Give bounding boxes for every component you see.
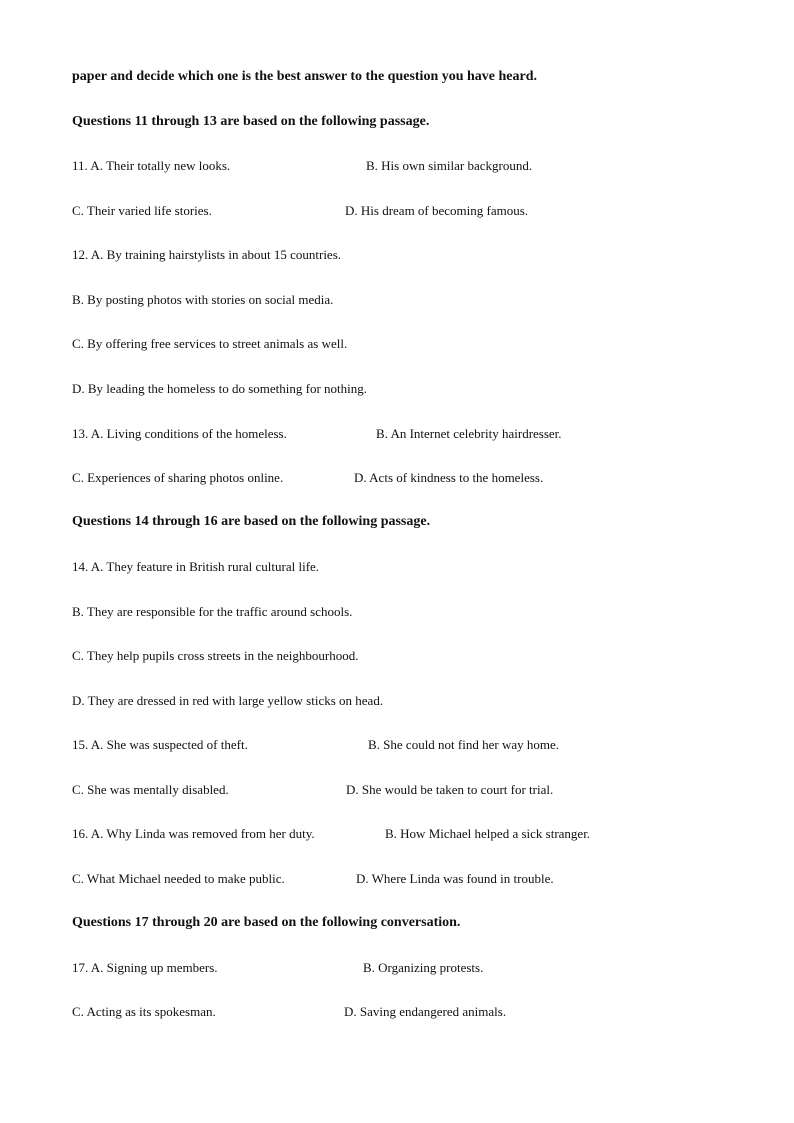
question-12-option-b: B. By posting photos with stories on social media. xyxy=(72,292,334,307)
question-15-option-c: C. She was mentally disabled. xyxy=(72,782,229,797)
question-11-option-c: C. Their varied life stories. xyxy=(72,203,212,218)
question-12-option-c: C. By offering free services to street animals as well. xyxy=(72,336,348,351)
question-14-option-d: D. They are dressed in red with large yellow sticks on head. xyxy=(72,693,384,708)
question-15-option-a: 15. A. She was suspected of theft. xyxy=(72,737,248,752)
question-16-option-b: B. How Michael helped a sick stranger. xyxy=(385,826,591,841)
question-17-option-b: B. Organizing protests. xyxy=(363,960,484,975)
question-17-option-c: C. Acting as its spokesman. xyxy=(72,1004,216,1019)
section-heading-14-16: Questions 14 through 16 are based on the following passage. xyxy=(72,514,431,529)
question-14-option-b: B. They are responsible for the traffic around schools. xyxy=(72,604,353,619)
question-11-option-a: 11. A. Their totally new looks. xyxy=(72,158,231,173)
question-12-option-d: D. By leading the homeless to do something for nothing. xyxy=(72,381,367,396)
question-13-option-b: B. An Internet celebrity hairdresser. xyxy=(376,426,562,441)
question-12-option-a: 12. A. By training hairstylists in about 15 countries. xyxy=(72,247,342,262)
question-11-option-b: B. His own similar background. xyxy=(366,158,533,173)
question-15-option-d: D. She would be taken to court for trial. xyxy=(346,782,554,797)
instruction-text: paper and decide which one is the best answer to the question you have heard. xyxy=(72,69,538,84)
question-11-option-d: D. His dream of becoming famous. xyxy=(345,203,529,218)
question-16-option-a: 16. A. Why Linda was removed from her duty. xyxy=(72,826,315,841)
question-17-option-d: D. Saving endangered animals. xyxy=(344,1004,507,1019)
question-16-option-d: D. Where Linda was found in trouble. xyxy=(356,871,554,886)
question-16-option-c: C. What Michael needed to make public. xyxy=(72,871,285,886)
question-15-option-b: B. She could not find her way home. xyxy=(368,737,559,752)
question-14-option-a: 14. A. They feature in British rural cultural life. xyxy=(72,559,320,574)
question-13-option-c: C. Experiences of sharing photos online. xyxy=(72,470,284,485)
section-heading-17-20: Questions 17 through 20 are based on the following conversation. xyxy=(72,915,461,930)
question-13-option-a: 13. A. Living conditions of the homeless. xyxy=(72,426,287,441)
question-13-option-d: D. Acts of kindness to the homeless. xyxy=(354,470,544,485)
question-14-option-c: C. They help pupils cross streets in the neighbourhood. xyxy=(72,648,359,663)
section-heading-11-13: Questions 11 through 13 are based on the following passage. xyxy=(72,114,430,129)
question-17-option-a: 17. A. Signing up members. xyxy=(72,960,218,975)
